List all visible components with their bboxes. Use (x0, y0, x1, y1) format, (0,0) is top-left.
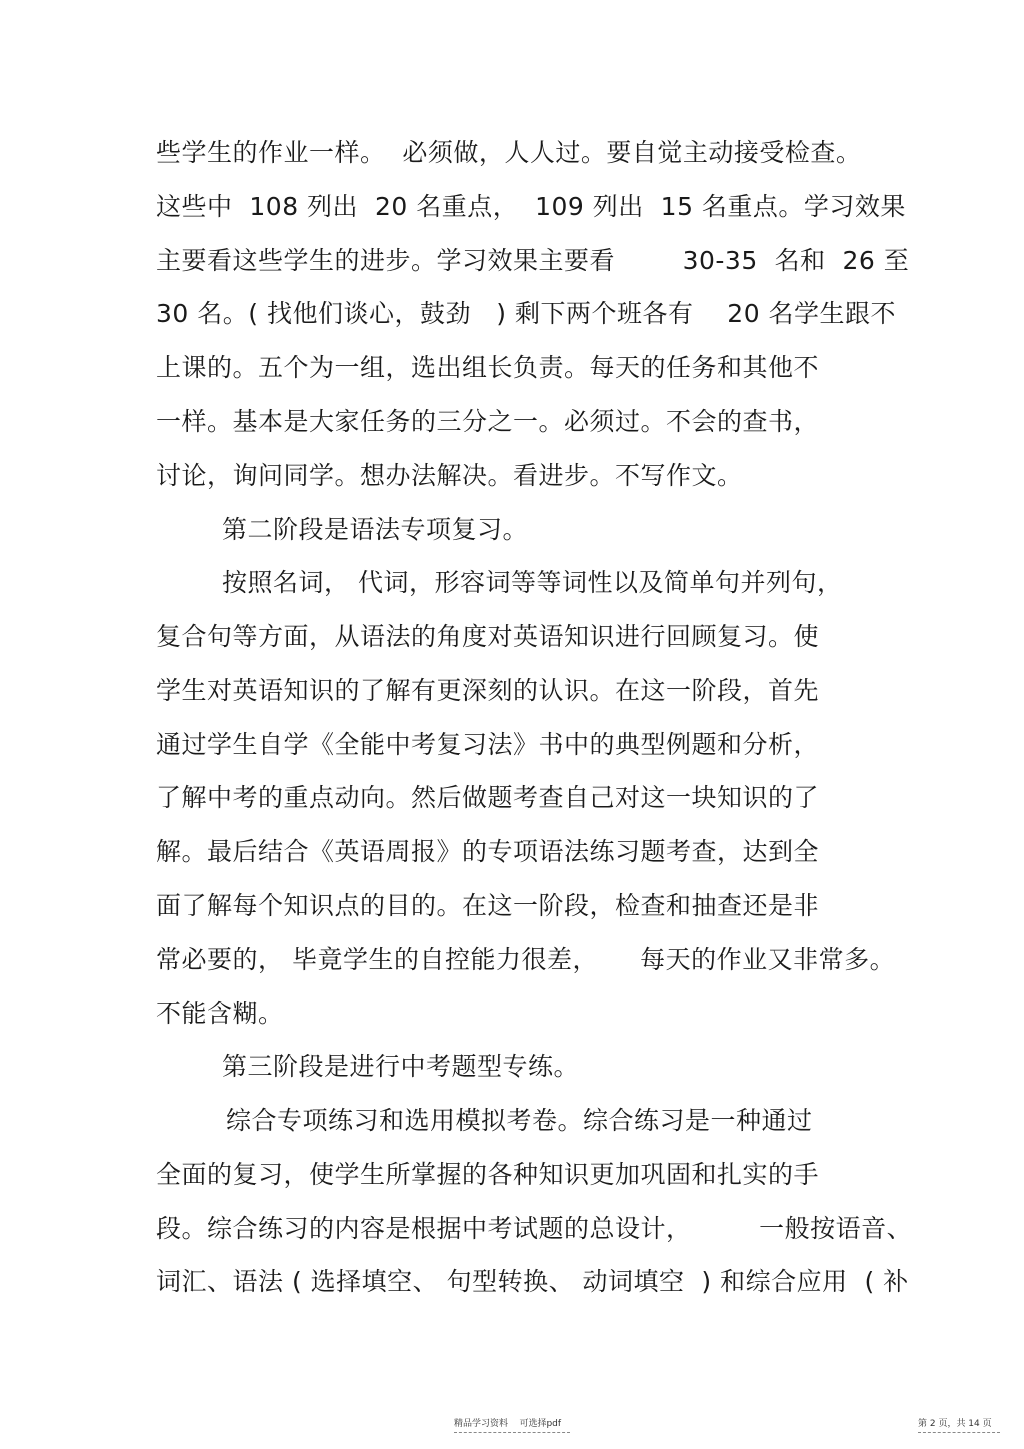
text-line: 不能含糊。 (156, 999, 284, 1028)
text-line: 讨论，询问同学。想办法解决。看进步。不写作文。 (156, 461, 743, 490)
text-line: 主要看这些学生的进步。学习效果主要看 30-35 名和 26 至 (156, 246, 910, 275)
text-line: 复合句等方面，从语法的角度对英语知识进行回顾复习。使 (156, 622, 820, 651)
text-line: 上课的。五个为一组，选出组长负责。每天的任务和其他不 (156, 353, 820, 382)
footer-divider-right (918, 1432, 1000, 1433)
text-line: 这些中 108 列出 20 名重点， 109 列出 15 名重点。学习效果 (156, 192, 906, 221)
footer-watermark-text: 精品学习资料 可选择pdf (454, 1419, 562, 1429)
section-heading: 第三阶段是进行中考题型专练。 (222, 1052, 580, 1081)
text-line: 段。综合练习的内容是根据中考试题的总设计， 一般按语音、 (156, 1214, 913, 1243)
text-line: 些学生的作业一样。 必须做，人人过。要自觉主动接受检查。 (156, 138, 862, 167)
text-line: 学生对英语知识的了解有更深刻的认识。在这一阶段，首先 (156, 676, 820, 705)
text-line: 全面的复习，使学生所掌握的各种知识更加巩固和扎实的手 (156, 1160, 820, 1189)
text-line: 了解中考的重点动向。然后做题考查自己对这一块知识的了 (156, 783, 820, 812)
text-line: 解。最后结合《英语周报》的专项语法练习题考查，达到全 (156, 837, 820, 866)
paragraph-start: 综合专项练习和选用模拟考卷。综合练习是一种通过 (226, 1106, 813, 1135)
text-line: 一样。基本是大家任务的三分之一。必须过。不会的查书， (156, 407, 820, 436)
text-line: 通过学生自学《全能中考复习法》书中的典型例题和分析， (156, 730, 820, 759)
footer-divider (454, 1432, 570, 1433)
text-line: 常必要的， 毕竟学生的自控能力很差， 每天的作业又非常多。 (156, 945, 896, 974)
text-line: 30 名。( 找他们谈心，鼓劲 ) 剩下两个班各有 20 名学生跟不 (156, 299, 897, 328)
paragraph-start: 按照名词， 代词，形容词等等词性以及简单句并列句， (222, 568, 843, 597)
text-line: 面了解每个知识点的目的。在这一阶段，检查和抽查还是非 (156, 891, 820, 920)
section-heading: 第二阶段是语法专项复习。 (222, 515, 529, 544)
page-number: 第 2 页，共 14 页 (918, 1419, 992, 1429)
text-line: 词汇、语法 ( 选择填空、 句型转换、 动词填空 ) 和综合应用 ( 补 (156, 1267, 909, 1296)
